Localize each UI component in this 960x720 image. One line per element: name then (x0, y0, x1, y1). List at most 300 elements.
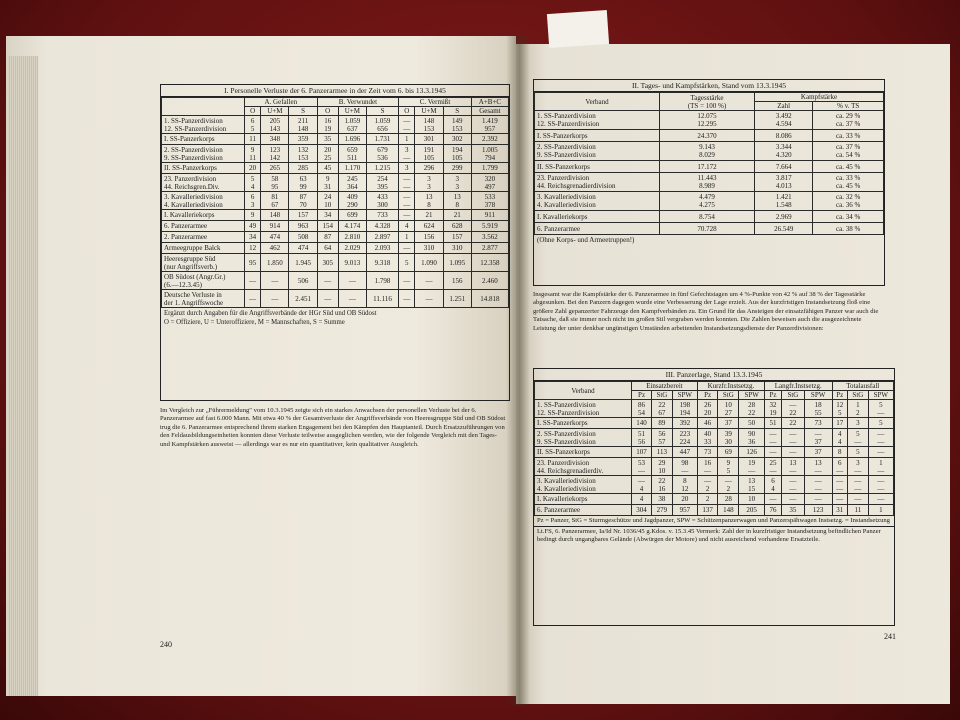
value-cell: 2.877 (471, 243, 508, 254)
table-row (535, 494, 894, 505)
value-cell: 69 (718, 447, 739, 458)
value-cell: 2 (697, 494, 717, 505)
percent-cell: ca. 45 % (813, 161, 884, 173)
value-cell: — 2 (718, 476, 739, 494)
table-row (162, 145, 509, 163)
tagesstaerke-cell: 9.143 8.029 (660, 142, 755, 161)
zahl-cell: 2.969 (755, 211, 813, 223)
value-cell: 5 (399, 254, 415, 272)
value-cell: — (764, 447, 781, 458)
value-cell: 1.095 (443, 254, 471, 272)
value-cell: 123 (804, 505, 832, 516)
value-cell: 911 (471, 210, 508, 221)
value-cell: 348 (261, 134, 289, 145)
value-cell: 137 (697, 505, 717, 516)
value-cell: — (848, 494, 869, 505)
value-cell: 12 (245, 243, 261, 254)
table-row (162, 254, 509, 272)
value-cell: 73 (697, 447, 717, 458)
value-cell: 285 (289, 163, 317, 174)
value-cell: 1.215 (366, 163, 398, 174)
subheader-cell: Pz (632, 391, 652, 400)
page-edges (8, 56, 38, 696)
losses-table (161, 97, 509, 308)
value-cell: 20 (672, 494, 697, 505)
table-row (535, 447, 894, 458)
zahl-header: Zahl (755, 102, 813, 111)
row-label: 23. Panzerdivision 44. Reichsgren.Div. (162, 174, 245, 192)
header-row (162, 98, 509, 107)
table-row (535, 142, 884, 161)
subheader-cell: SPW (672, 391, 697, 400)
table-row (535, 505, 894, 516)
group-header: A+B+C (471, 98, 508, 107)
value-cell: 37 (804, 447, 832, 458)
value-cell: 28 22 (739, 400, 765, 418)
table-footnote: Ergänzt durch Angaben für die Angriffsverbände der HGr Süd und OB Südost (164, 310, 377, 317)
value-cell: 474 (261, 232, 289, 243)
verband-header: Verband (535, 382, 632, 400)
value-cell: — 2 (697, 476, 717, 494)
table-row (535, 161, 884, 173)
subheader-cell: StG (848, 391, 869, 400)
row-label: I. Kavalleriekorps (162, 210, 245, 221)
value-cell: 6 5 (245, 116, 261, 134)
value-cell: 9.318 (366, 254, 398, 272)
value-cell: 1.005 794 (471, 145, 508, 163)
tagesstaerke-cell: 8.754 (660, 211, 755, 223)
subheader-cell: StG (652, 391, 673, 400)
value-cell: 2.460 (471, 272, 508, 290)
value-cell: 21 (443, 210, 471, 221)
row-label: 6. Panzerarmee (162, 221, 245, 232)
value-cell: 4 (632, 494, 652, 505)
value-cell: 148 (718, 505, 739, 516)
percent-cell: ca. 33 % (813, 130, 884, 142)
value-cell: — 37 (804, 429, 832, 447)
value-cell: — — (399, 116, 415, 134)
value-cell: 5 — (848, 429, 869, 447)
value-cell: 628 (443, 221, 471, 232)
subheader-cell: StG (718, 391, 739, 400)
table-title: II. Tages- und Kampfstärken, Stand vom 13.3.1945 (534, 80, 884, 92)
value-cell: 733 (366, 210, 398, 221)
value-cell: 14.818 (471, 290, 508, 308)
value-cell: 16 — (697, 458, 717, 476)
value-cell: 6 — (832, 458, 848, 476)
value-cell: 2.392 (471, 134, 508, 145)
tagesstaerke-header: Tagesstärke (TS = 100 %) (660, 93, 755, 111)
value-cell: 19 — (739, 458, 765, 476)
value-cell: 310 (443, 243, 471, 254)
value-cell: 29 10 (652, 458, 673, 476)
value-cell: 5.919 (471, 221, 508, 232)
value-cell: 2.451 (289, 290, 317, 308)
value-cell: 6 3 (245, 192, 261, 210)
row-label: 1. SS-Panzerdivision 12. SS-Panzerdivision (162, 116, 245, 134)
value-cell: — — (764, 429, 781, 447)
value-cell: 17 (832, 418, 848, 429)
value-cell: 95 (245, 254, 261, 272)
value-cell: 20 25 (317, 145, 338, 163)
value-cell: 304 (632, 505, 652, 516)
value-cell: 3 — (399, 145, 415, 163)
zahl-cell: 3.492 4.594 (755, 111, 813, 130)
tagesstaerke-cell: 17.172 (660, 161, 755, 173)
value-cell: — (261, 290, 289, 308)
value-cell: 3 (399, 163, 415, 174)
value-cell: 659 511 (338, 145, 366, 163)
zahl-cell: 3.817 4.013 (755, 173, 813, 192)
value-cell: 22 16 (652, 476, 673, 494)
value-cell: — — (399, 174, 415, 192)
percent-cell: ca. 32 % ca. 36 % (813, 192, 884, 211)
value-cell: 98 — (672, 458, 697, 476)
subheader-cell: StG (782, 391, 805, 400)
row-label: I. Kavalleriekorps (535, 211, 660, 223)
value-cell: 8 (832, 447, 848, 458)
row-label: 6. Panzerarmee (535, 223, 660, 235)
group-header: Langfr.Instsetzg. (764, 382, 832, 391)
value-cell: 1.696 (338, 134, 366, 145)
value-cell: 46 (697, 418, 717, 429)
table-row (162, 210, 509, 221)
value-cell: 508 (289, 232, 317, 243)
tagesstaerke-cell: 4.479 4.275 (660, 192, 755, 211)
value-cell: 506 (289, 272, 317, 290)
value-cell: 37 (718, 418, 739, 429)
value-cell: 11.116 (366, 290, 398, 308)
group-header: B. Verwundet (317, 98, 398, 107)
value-cell: — — (848, 476, 869, 494)
row-label: Armeegruppe Balck (162, 243, 245, 254)
value-cell: 245 364 (338, 174, 366, 192)
value-cell: 87 (317, 232, 338, 243)
row-label: 2. SS-Panzerdivision 9. SS-Panzerdivision (535, 429, 632, 447)
table-row (162, 272, 509, 290)
value-cell: 205 (739, 505, 765, 516)
value-cell: 957 (672, 505, 697, 516)
zahl-cell: 8.086 (755, 130, 813, 142)
value-cell: 22 67 (652, 400, 673, 418)
value-cell: 12 5 (832, 400, 848, 418)
strengths-table (534, 92, 884, 235)
value-cell: 35 (782, 505, 805, 516)
row-label: 3. Kavalleriedivision 4. Kavalleriedivision (535, 476, 632, 494)
value-cell: 148 153 (415, 116, 443, 134)
value-cell: 24 10 (317, 192, 338, 210)
subheader-cell: S (366, 107, 398, 116)
value-cell: — — (868, 429, 893, 447)
subheader-cell: O (245, 107, 261, 116)
value-cell: 20 (245, 163, 261, 174)
table-row (162, 290, 509, 308)
value-cell: 914 (261, 221, 289, 232)
value-cell: 3 3 (443, 174, 471, 192)
value-cell: — (804, 494, 832, 505)
value-cell: — (245, 272, 261, 290)
subheader-cell: S (289, 107, 317, 116)
value-cell: 447 (672, 447, 697, 458)
value-cell: 1.419 957 (471, 116, 508, 134)
value-cell: 107 (632, 447, 652, 458)
value-cell: — (317, 272, 338, 290)
group-header: C. Vermißt (399, 98, 472, 107)
table-tank-status (533, 368, 895, 626)
subheader-cell: O (399, 107, 415, 116)
value-cell: 5 (848, 447, 869, 458)
value-cell: 1 (399, 232, 415, 243)
table-legend: Pz = Panzer, StG = Sturmgeschütze und Jagdpanzer, SPW = Schützenpanzerwagen und Panzerspähwagen Instsetzg. = Instandsetzung (534, 516, 894, 527)
value-cell: 39 30 (718, 429, 739, 447)
value-cell: — (399, 243, 415, 254)
value-cell: 86 54 (632, 400, 652, 418)
value-cell: 474 (289, 243, 317, 254)
subheader-cell: SPW (868, 391, 893, 400)
group-header: Kurzfr.Instsetzg. (697, 382, 764, 391)
tagesstaerke-cell: 11.443 8.989 (660, 173, 755, 192)
percent-cell: ca. 33 % ca. 45 % (813, 173, 884, 192)
table-title: III. Panzerlage, Stand 13.3.1945 (534, 369, 894, 381)
value-cell: 51 56 (632, 429, 652, 447)
value-cell: 301 (415, 134, 443, 145)
table-row (162, 134, 509, 145)
value-cell: — — (782, 429, 805, 447)
value-cell: — (245, 290, 261, 308)
value-cell: 73 (804, 418, 832, 429)
value-cell: 1.798 (366, 272, 398, 290)
table-row (162, 221, 509, 232)
value-cell: — — (832, 476, 848, 494)
value-cell: 132 153 (289, 145, 317, 163)
subheader-cell: O (317, 107, 338, 116)
kampfstaerke-header: Kampfstärke (755, 93, 884, 102)
value-cell: — (338, 272, 366, 290)
value-cell: — — (399, 192, 415, 210)
value-cell: — (782, 447, 805, 458)
value-cell: 31 (832, 505, 848, 516)
tanks-table (534, 381, 894, 516)
value-cell: 1.799 (471, 163, 508, 174)
group-header: A. Gefallen (245, 98, 318, 107)
value-cell: 194 105 (443, 145, 471, 163)
value-cell: 9 5 (718, 458, 739, 476)
value-cell: 2.810 (338, 232, 366, 243)
subheader-cell: Pz (764, 391, 781, 400)
value-cell: 16 19 (317, 116, 338, 134)
value-cell: 157 (289, 210, 317, 221)
table-strengths (533, 79, 885, 286)
header-row (535, 93, 884, 102)
value-cell: 89 (652, 418, 673, 429)
value-cell: 296 (415, 163, 443, 174)
value-cell: 679 536 (366, 145, 398, 163)
table-row (535, 429, 894, 447)
table-row (535, 400, 894, 418)
value-cell: 1 2 (848, 400, 869, 418)
value-cell: 8 12 (672, 476, 697, 494)
table-row (162, 116, 509, 134)
value-cell: 9 31 (317, 174, 338, 192)
value-cell: 13 8 (415, 192, 443, 210)
tagesstaerke-cell: 12.075 12.295 (660, 111, 755, 130)
percent-cell: ca. 34 % (813, 211, 884, 223)
value-cell: 5 (868, 418, 893, 429)
value-cell: 22 (782, 418, 805, 429)
value-cell: — 22 (782, 400, 805, 418)
value-cell: 254 395 (366, 174, 398, 192)
value-cell: 2.029 (338, 243, 366, 254)
value-cell: 13 15 (739, 476, 765, 494)
value-cell: — (317, 290, 338, 308)
value-cell: 13 — (782, 458, 805, 476)
value-cell: — (764, 494, 781, 505)
value-cell: 1 (868, 505, 893, 516)
subheader-cell: U+M (261, 107, 289, 116)
value-cell: 53 — (632, 458, 652, 476)
table-row (162, 192, 509, 210)
value-cell: — — (804, 476, 832, 494)
value-cell: 9 11 (245, 145, 261, 163)
value-cell: 1.731 (366, 134, 398, 145)
value-cell: 18 55 (804, 400, 832, 418)
table-row (535, 476, 894, 494)
row-label: 3. Kavalleriedivision 4. Kavalleriedivision (162, 192, 245, 210)
verband-header: Verband (535, 93, 660, 111)
table-row (535, 223, 884, 235)
value-cell: — (868, 447, 893, 458)
value-cell: 157 (443, 232, 471, 243)
table-row (535, 192, 884, 211)
row-label: OB Südost (Angr.Gr.) (6.—12.3.45) (162, 272, 245, 290)
percent-cell: ca. 38 % (813, 223, 884, 235)
value-cell: 2.897 (366, 232, 398, 243)
value-cell: 205 143 (261, 116, 289, 134)
value-cell: — (399, 290, 415, 308)
row-label: 2. SS-Panzerdivision 9. SS-Panzerdivision (162, 145, 245, 163)
row-label: II. SS-Panzerkorps (535, 447, 632, 458)
value-cell: 4.174 (338, 221, 366, 232)
value-cell: 38 (652, 494, 673, 505)
table-row (535, 211, 884, 223)
row-label: 1. SS-Panzerdivision 12. SS-Panzerdivision (535, 111, 660, 130)
value-cell: 299 (443, 163, 471, 174)
zahl-cell: 7.664 (755, 161, 813, 173)
table-legend: O = Offiziere, U = Unteroffiziere, M = Mannschaften, S = Summe (164, 319, 345, 326)
row-label: 6. Panzerarmee (535, 505, 632, 516)
paper-bookmark (547, 10, 609, 48)
table-row (535, 130, 884, 142)
value-cell: 6 4 (764, 476, 781, 494)
table-row (162, 174, 509, 192)
value-cell: 10 27 (718, 400, 739, 418)
value-cell: 265 (261, 163, 289, 174)
value-cell: — (261, 272, 289, 290)
value-cell: 305 (317, 254, 338, 272)
table-footnote: (Ohne Korps- und Armeetruppen!) (537, 236, 635, 244)
value-cell: 198 194 (672, 400, 697, 418)
row-label: I. SS-Panzerkorps (535, 418, 632, 429)
value-cell: 148 (261, 210, 289, 221)
subheader-cell: SPW (804, 391, 832, 400)
value-cell: 9 (245, 210, 261, 221)
value-cell: 45 (317, 163, 338, 174)
subheader-cell: Pz (697, 391, 717, 400)
value-cell: — (415, 272, 443, 290)
value-cell: 81 67 (261, 192, 289, 210)
value-cell: 126 (739, 447, 765, 458)
value-cell: 433 300 (366, 192, 398, 210)
value-cell: 21 (415, 210, 443, 221)
value-cell: — (415, 290, 443, 308)
table-row (535, 418, 894, 429)
value-cell: 1.090 (415, 254, 443, 272)
subheader-cell: U+M (338, 107, 366, 116)
percent-header: % v. TS (813, 102, 884, 111)
value-cell: — (782, 494, 805, 505)
table-personnel-losses (160, 84, 510, 401)
value-cell: 3 — (848, 458, 869, 476)
row-label: I. SS-Panzerkorps (535, 130, 660, 142)
zahl-cell: 26.549 (755, 223, 813, 235)
value-cell: 1.850 (261, 254, 289, 272)
value-cell: 140 (632, 418, 652, 429)
value-cell: 4 4 (832, 429, 848, 447)
value-cell: 156 (443, 272, 471, 290)
value-cell: — — (782, 476, 805, 494)
row-label: Heeresgruppe Süd (nur Angriffsverb.) (162, 254, 245, 272)
value-cell: 28 (718, 494, 739, 505)
value-cell: 12.358 (471, 254, 508, 272)
value-cell: 279 (652, 505, 673, 516)
row-label: 23. Panzerdivision 44. Reichsgrenadierdivision (535, 173, 660, 192)
value-cell: 4.328 (366, 221, 398, 232)
table-row (162, 232, 509, 243)
value-cell: 392 (672, 418, 697, 429)
table-row (535, 173, 884, 192)
value-cell: 359 (289, 134, 317, 145)
value-cell: 1.170 (338, 163, 366, 174)
value-cell: 50 (739, 418, 765, 429)
row-label: 2. Panzerarmee (162, 232, 245, 243)
value-cell: 26 20 (697, 400, 717, 418)
row-label: 1. SS-Panzerdivision 12. SS-Panzerdivision (535, 400, 632, 418)
table-row (162, 243, 509, 254)
value-cell: 87 70 (289, 192, 317, 210)
value-cell: 2.093 (366, 243, 398, 254)
value-cell: 51 (764, 418, 781, 429)
value-cell: 149 153 (443, 116, 471, 134)
table-row (535, 458, 894, 476)
row-label: 23. Panzerdivision 44. Reichsgrenadierdiv. (535, 458, 632, 476)
row-label: II. SS-Panzerkorps (535, 161, 660, 173)
value-cell: 32 19 (764, 400, 781, 418)
subheader-cell: Pz (832, 391, 848, 400)
value-cell: 1.251 (443, 290, 471, 308)
value-cell: 56 57 (652, 429, 673, 447)
value-cell: 113 (652, 447, 673, 458)
row-label: 3. Kavalleriedivision 4. Kavalleriedivision (535, 192, 660, 211)
value-cell: 49 (245, 221, 261, 232)
value-cell: 3.562 (471, 232, 508, 243)
value-cell: 211 148 (289, 116, 317, 134)
value-cell: 1.059 656 (366, 116, 398, 134)
value-cell: — (338, 290, 366, 308)
value-cell: 699 (338, 210, 366, 221)
value-cell: 5 4 (245, 174, 261, 192)
subheader-cell: SPW (739, 391, 765, 400)
value-cell: 11 (245, 134, 261, 145)
